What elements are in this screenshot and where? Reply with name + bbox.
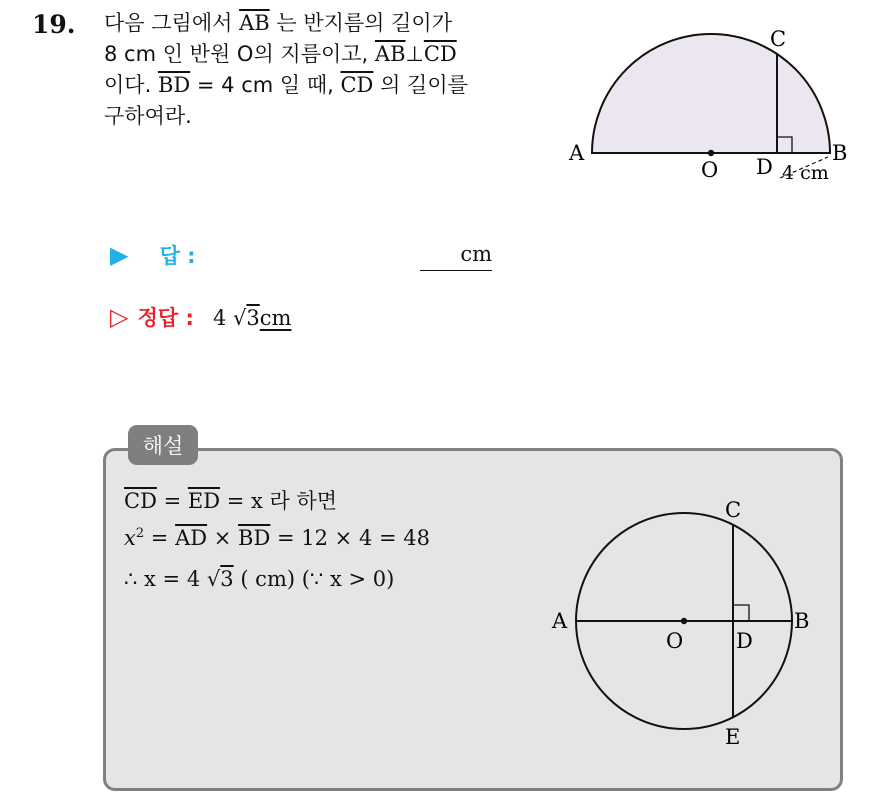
circle-figure: [540, 490, 840, 760]
right-angle-mark-2: [733, 605, 749, 621]
correct-answer-row: [110, 302, 291, 332]
label-d-2: D: [736, 629, 753, 653]
label-a: A: [569, 141, 585, 165]
segment-cd: $\overline{CD}$: [423, 42, 457, 66]
label-b-2: B: [794, 609, 810, 633]
solution-line-2: $x^2 = \overline{AD} \times \overline{BD} = 12 \times 4 = 48$: [124, 526, 430, 550]
answer-row: [110, 240, 196, 270]
question-line-3: 이다. $\overline{BD} = 4$ cm 일 때, $\overline{CD}$ 의 길이를: [104, 73, 468, 97]
label-o: O: [701, 158, 719, 182]
label-c: C: [770, 27, 787, 51]
label-length: 4 cm: [782, 162, 829, 184]
question-line-4: 구하여라.: [104, 104, 192, 128]
solution-tag: 해설: [128, 425, 198, 465]
label-e-2: E: [725, 725, 741, 749]
solution-line-1: $\overline{CD} = \overline{ED} = x$ 라 하면: [124, 489, 338, 513]
answer-field[interactable]: [420, 242, 492, 271]
question-line-1: 다음 그림에서 $\overline{AB}$ 는 반지름의 길이가: [104, 11, 453, 35]
label-a-2: A: [552, 609, 568, 633]
solution-line-3: ∴ x = 4 √3 ( cm) (∵ x > 0): [124, 567, 395, 591]
label-d: D: [756, 155, 773, 179]
center-point-o: [708, 150, 714, 156]
segment-ab: $\overline{AB}$: [239, 11, 270, 35]
label-b: B: [832, 141, 848, 165]
correct-label: 정답 :: [137, 306, 194, 330]
correct-arrow-icon: ▷: [110, 303, 129, 331]
semicircle-figure: [560, 22, 860, 192]
question-line-2: 8 cm 인 반원 O의 지름이고, $\overline{AB}\perp\overline{CD}$: [104, 42, 457, 66]
answer-unit: cm: [460, 242, 492, 266]
correct-value: 4 √3cm: [212, 306, 292, 330]
answer-arrow-icon: ▶: [110, 241, 129, 269]
center-point-o-2: [681, 618, 687, 624]
semicircle-shape: [592, 34, 830, 153]
correct-unit: cm: [259, 306, 292, 330]
segment-bd: $\overline{BD}$: [157, 73, 191, 97]
question-number: 19.: [32, 10, 76, 39]
sqrt-radicand: 3: [246, 306, 260, 330]
label-c-2: C: [725, 498, 742, 522]
question-text: [104, 8, 468, 132]
perpendicular-symbol: ⊥: [405, 42, 424, 66]
answer-label: 답 :: [159, 244, 196, 268]
label-o-2: O: [666, 629, 684, 653]
